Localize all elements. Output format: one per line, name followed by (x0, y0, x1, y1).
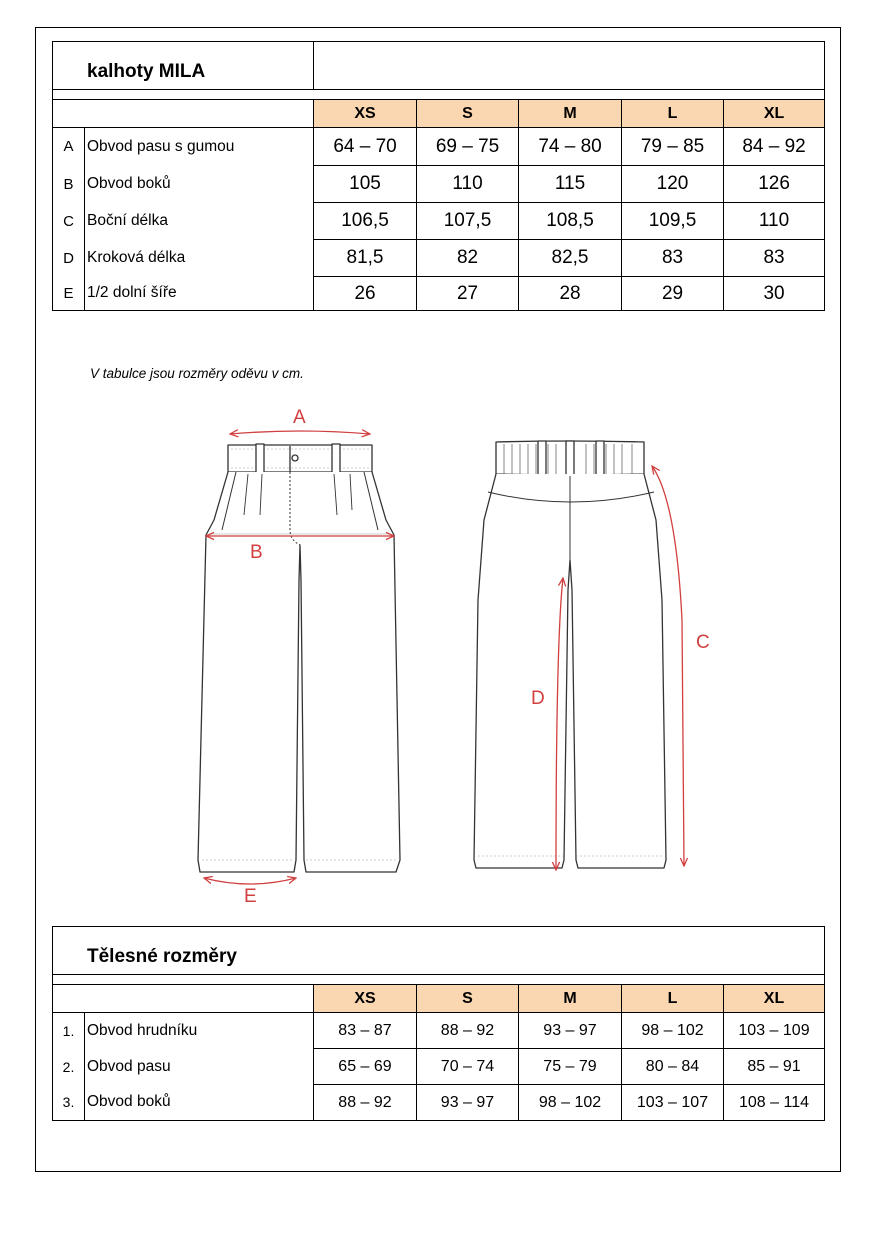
cell-value: 120 (622, 166, 724, 203)
cell-value: 93 – 97 (519, 1013, 622, 1049)
cell-value: 29 (622, 277, 724, 311)
cell-value: 115 (519, 166, 622, 203)
cell-value: 108,5 (519, 203, 622, 240)
table-row (53, 1049, 825, 1085)
row-label: Obvod boků (85, 166, 314, 203)
cell-value: 26 (314, 277, 417, 311)
cell-value: 30 (724, 277, 825, 311)
cell-value: 109,5 (622, 203, 724, 240)
spacer-row (53, 975, 825, 985)
cell-value: 105 (314, 166, 417, 203)
body-title: Tělesné rozměry (53, 927, 825, 975)
product-title: kalhoty MILA (53, 42, 314, 90)
row-letter: D (53, 240, 85, 277)
cell-value: 83 (622, 240, 724, 277)
size-header-l: L (622, 985, 724, 1013)
row-number: 1. (53, 1013, 85, 1049)
measure-label-a: A (293, 407, 306, 428)
cell-value: 70 – 74 (417, 1049, 519, 1085)
row-label: Obvod pasu (85, 1049, 314, 1085)
measure-line-a (230, 431, 370, 434)
size-header-s: S (417, 100, 519, 128)
header-blank-cell (53, 985, 314, 1013)
size-header-m: M (519, 100, 622, 128)
cell-value: 110 (724, 203, 825, 240)
cell-value: 110 (417, 166, 519, 203)
table-row (53, 1013, 825, 1049)
cell-value: 81,5 (314, 240, 417, 277)
row-letter: B (53, 166, 85, 203)
cell-value: 93 – 97 (417, 1085, 519, 1121)
row-label: Boční délka (85, 203, 314, 240)
cell-value: 65 – 69 (314, 1049, 417, 1085)
size-header-xs: XS (314, 100, 417, 128)
row-label: Kroková délka (85, 240, 314, 277)
cell-value: 107,5 (417, 203, 519, 240)
row-number: 3. (53, 1085, 85, 1121)
cell-value: 82 (417, 240, 519, 277)
cell-value: 69 – 75 (417, 128, 519, 166)
cell-value: 88 – 92 (314, 1085, 417, 1121)
body-size-table (52, 926, 825, 1121)
cell-value: 126 (724, 166, 825, 203)
cell-value: 103 – 107 (622, 1085, 724, 1121)
size-header-xl: XL (724, 100, 825, 128)
row-label: Obvod boků (85, 1085, 314, 1121)
units-note: V tabulce jsou rozměry oděvu v cm. (90, 366, 304, 381)
cell-value: 27 (417, 277, 519, 311)
size-header-xl: XL (724, 985, 825, 1013)
row-label: 1/2 dolní šíře (85, 277, 314, 311)
row-letter: E (53, 277, 85, 311)
back-view (474, 441, 666, 868)
size-header-s: S (417, 985, 519, 1013)
cell-value: 83 – 87 (314, 1013, 417, 1049)
cell-value: 106,5 (314, 203, 417, 240)
measure-label-b: B (250, 542, 263, 563)
front-view (198, 444, 400, 872)
cell-value: 103 – 109 (724, 1013, 825, 1049)
measure-label-c: C (696, 632, 710, 653)
row-letter: A (53, 128, 85, 166)
cell-value: 28 (519, 277, 622, 311)
cell-value: 80 – 84 (622, 1049, 724, 1085)
table-row (53, 1085, 825, 1121)
row-label: Obvod pasu s gumou (85, 128, 314, 166)
row-letter: C (53, 203, 85, 240)
cell-value: 74 – 80 (519, 128, 622, 166)
cell-value: 98 – 102 (519, 1085, 622, 1121)
cell-value: 64 – 70 (314, 128, 417, 166)
cell-value: 79 – 85 (622, 128, 724, 166)
cell-value: 85 – 91 (724, 1049, 825, 1085)
cell-value: 108 – 114 (724, 1085, 825, 1121)
cell-value: 75 – 79 (519, 1049, 622, 1085)
cell-value: 98 – 102 (622, 1013, 724, 1049)
size-header-xs: XS (314, 985, 417, 1013)
cell-value: 83 (724, 240, 825, 277)
cell-value: 88 – 92 (417, 1013, 519, 1049)
size-header-l: L (622, 100, 724, 128)
cell-value: 84 – 92 (724, 128, 825, 166)
measure-label-d: D (531, 688, 545, 709)
measure-line-e (204, 878, 296, 884)
row-label: Obvod hrudníku (85, 1013, 314, 1049)
cell-value: 82,5 (519, 240, 622, 277)
size-header-m: M (519, 985, 622, 1013)
measure-label-e: E (244, 886, 257, 907)
row-number: 2. (53, 1049, 85, 1085)
